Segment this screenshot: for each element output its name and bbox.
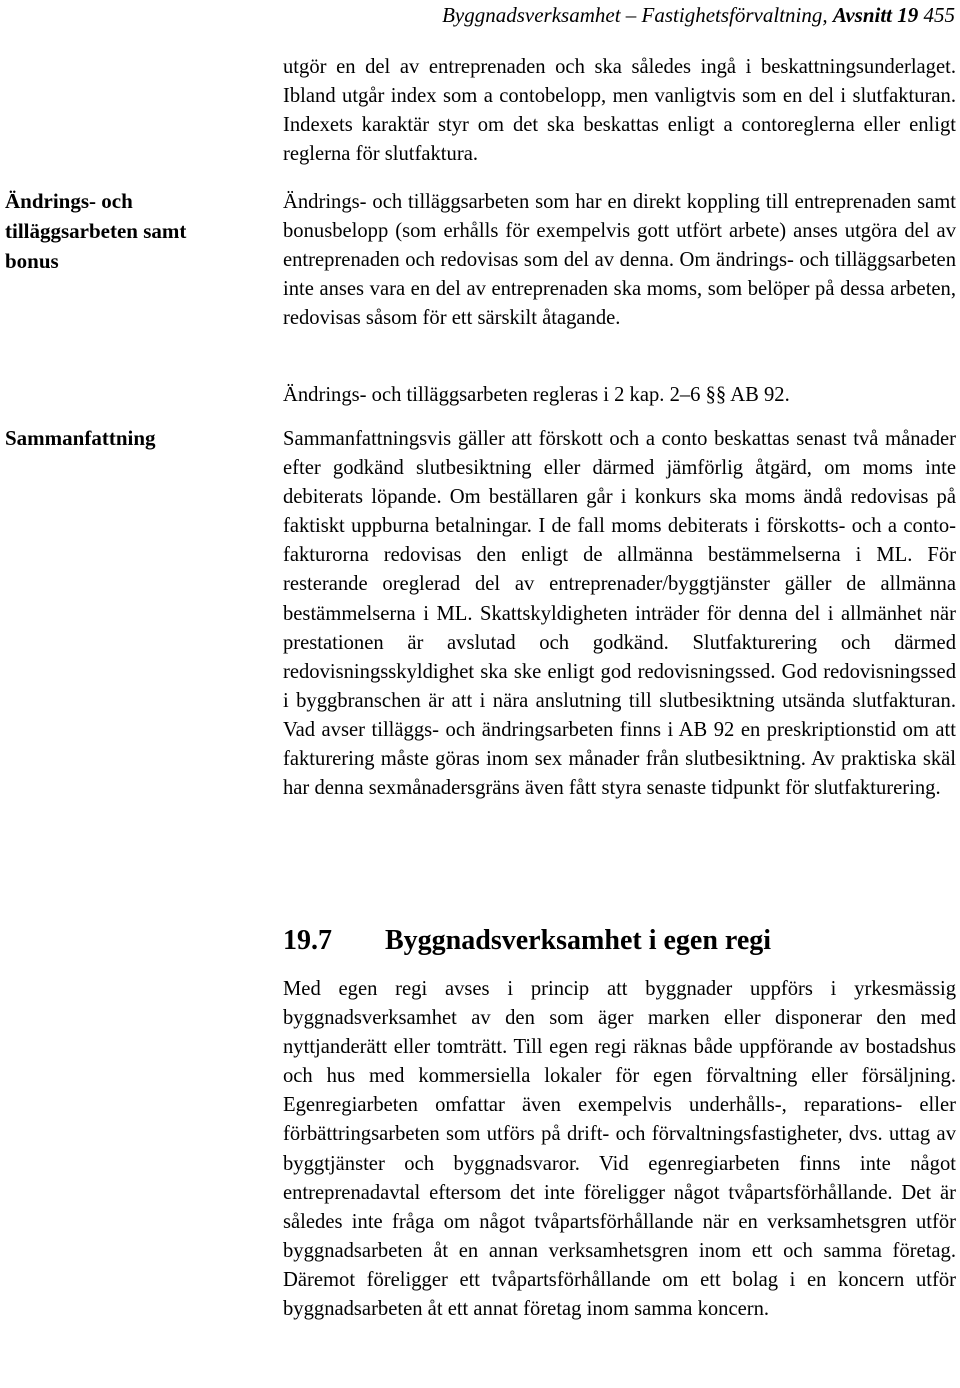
page-number: 455 xyxy=(923,3,955,27)
paragraph-index: utgör en del av entreprenaden och ska således ingå i beskattningsunderlaget. Ibland utgår index som a contobelopp, men vanligtvis som en del i slutfakturan. Indexets karaktär styr om det ska beskattas enligt a contoreglerna eller enligt reglerna för slutfaktura. xyxy=(283,56,956,166)
section-title: Byggnadsverksamhet i egen regi xyxy=(385,925,772,956)
section-heading xyxy=(283,921,771,961)
paragraph-andrings: Ändrings- och tilläggsarbeten som har en direkt koppling till entreprenaden samt bonusbelopp (som erhålls för exempelvis gott utfört arbete) anses utgöra del av entreprenaden och redovisas som del av denna. Om ändrings- och tilläggsarbeten inte anses vara en del av entreprenaden ska moms, som belöper på dessa arbeten, redovisas såsom för ett särskilt åtagande. xyxy=(283,191,956,330)
paragraph-sammanfattning: Sammanfattningsvis gäller att förskott och a conto beskattas senast två månader efter godkänd slutbesiktning eller därmed jämförlig åtgärd, om moms inte debiterats löpande. Om beställaren går i konkurs ska moms ändå redovisas på faktiskt uppburna betalningar. I de fall moms debiterats i förskotts- och a contofakturorna redovisas den enligt de allmänna bestämmelserna i ML. För resterande oreglerad del av entreprenader/byggtjänster gäller de allmänna bestämmelserna i ML. Skattskyldigheten inträder för denna del i allmänhet när prestationen är avslutad och godkänd. Slutfakturering och därmed redovisningsskyldighet ska ske enligt god redovisningssed. God redovisningssed i byggbranschen är att i nära anslutning till slutbesiktning utsända slutfakturan. Vad avser tilläggs- och ändringsarbeten finns i AB 92 en preskriptionstid om att fakturering måste göras inom sex månader från slutbesiktning. Av praktiska skäl har denna sexmånadersgräns även fått styra senaste tidpunkt för slutfakturering. xyxy=(283,428,956,800)
running-header xyxy=(442,0,955,30)
margin-heading-sammanfattning: Sammanfattning xyxy=(5,426,156,450)
paragraph-ab92-reference: Ändrings- och tilläggsarbeten regleras i 2 kap. 2–6 §§ AB 92. xyxy=(283,384,790,406)
section-number: 19.7 xyxy=(283,925,332,956)
paragraph-egen-regi: Med egen regi avses i princip att byggnader uppförs i yrkesmässig byggnadsverksamhet av den som äger marken eller disponerar den med nyttjanderätt eller tomträtt. Till egen regi räknas både uppförande av bostadshus och hus med kommersiella lokaler för egen förvaltning eller försäljning. Egenregiarbeten omfattar även exempelvis underhålls-, reparations- eller förbättringsarbeten som utförs på drift- och förvaltningsfastigheter, dvs. uttag av byggtjänster och byggnadsvaror. Vid egenregiarbeten finns inte något entreprenadavtal eftersom det inte föreligger något tvåpartsförhållande. Det är således inte fråga om något tvåpartsförhållande när en verksamhetsgren utför byggnadsarbeten åt en annan verksamhetsgren inom ett och samma företag. Däremot föreligger ett tvåpartsförhållande om ett bolag i en koncern utför byggnadsarbeten åt ett annat företag inom samma koncern. xyxy=(283,978,956,1321)
margin-heading-andrings: Ändrings- och tilläggsarbeten samt bonus xyxy=(5,189,187,273)
section-label: Avsnitt 19 xyxy=(832,3,919,27)
running-title: Byggnadsverksamhet – Fastighetsförvaltning, xyxy=(442,3,828,27)
